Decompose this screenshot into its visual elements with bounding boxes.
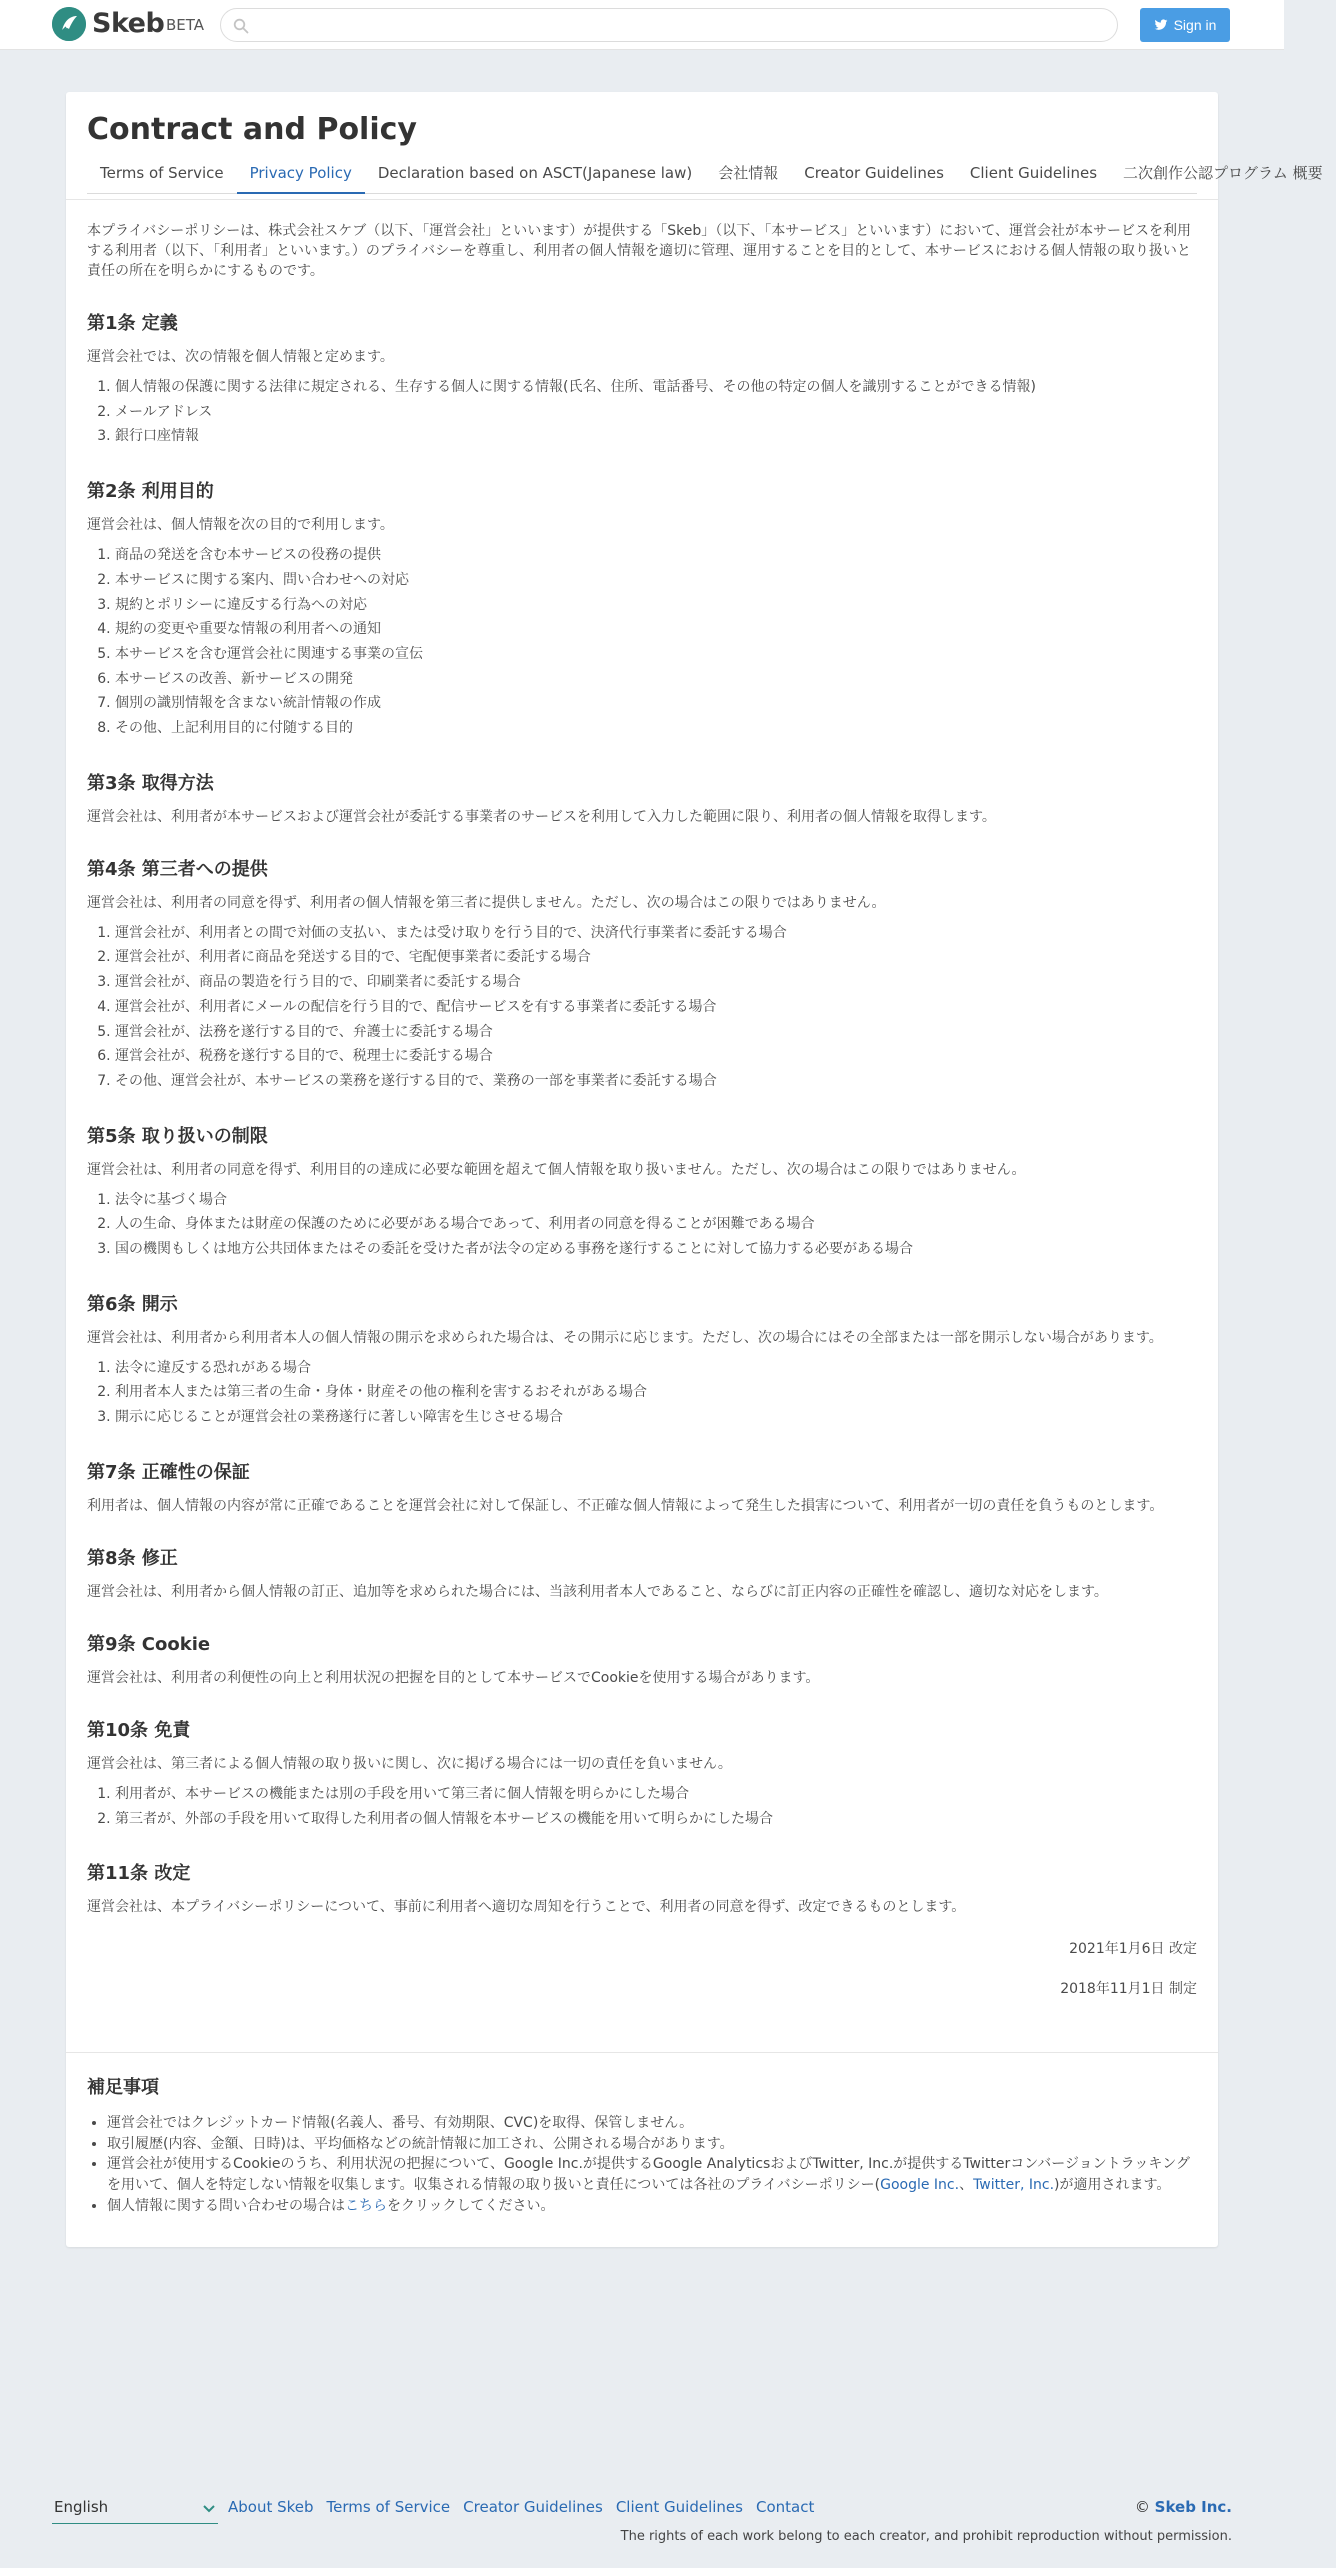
note-text: 個人情報に関する問い合わせの場合は (107, 2197, 345, 2214)
footer-links (228, 2498, 827, 2516)
language-value: English (54, 2498, 109, 2516)
section-heading: 第11条 改定 (87, 1863, 191, 1885)
section-list (87, 1188, 1197, 1262)
search-bar[interactable] (220, 8, 1118, 42)
note-item: • 運営会社ではクレジットカード情報(名義人、番号、有効期限、CVC)を取得、保管しません。 (107, 2113, 1197, 2134)
policy-tabs (87, 158, 1323, 194)
section-heading: 第1条 定義 (87, 313, 178, 334)
policy-dates (87, 1939, 1197, 1999)
policy-intro: 本プライバシーポリシーは、株式会社スケブ（以下、「運営会社」といいます）が提供する「Skeb」（以下、「本サービス」といいます）において、運営会社が本サービスを利用する利用者（以下、「利用者」といいます。）のプライバシーを尊重し、利用者の個人情報を適切に管理、運用することを目的として、本サービスにおける個人情報の取り扱いと責任の所在を明らかにするものです。 (87, 223, 1192, 279)
footer-link-terms[interactable]: Terms of Service (326, 2498, 451, 2516)
section-heading: 第8条 修正 (87, 1547, 178, 1569)
note-separator: 、 (959, 2177, 974, 2194)
page-title: Contract and Policy (87, 112, 417, 147)
tab-company-info[interactable]: 会社情報 (718, 164, 779, 182)
list-item: 1. 個人情報の保護に関する法律に規定される、生存する個人に関する情報(氏名、住所、電話番号、その他の特定の個人を識別することができる情報) (115, 375, 1197, 400)
list-item: 3. 運営会社が、商品の製造を行う目的で、印刷業者に委託する場合 (115, 970, 1197, 995)
top-header (0, 0, 1284, 50)
list-item: 1. 法令に違反する恐れがある場合 (115, 1356, 1197, 1381)
section-heading: 第9条 Cookie (87, 1633, 211, 1655)
list-item: 5. 本サービスを含む運営会社に関連する事業の宣伝 (115, 642, 1197, 667)
google-privacy-link[interactable]: Google Inc. (880, 2177, 960, 2194)
list-item: 1. 運営会社が、利用者との間で対価の支払い、または受け取りを行う目的で、決済代行事業者に委託する場合 (115, 921, 1197, 946)
list-item: 7. その他、運営会社が、本サービスの業務を遂行する目的で、業務の一部を事業者に委託する場合 (115, 1069, 1197, 1094)
copyright (1135, 2498, 1232, 2516)
section-heading: 第5条 取り扱いの制限 (87, 1125, 268, 1147)
section-text: 運営会社は、利用者の同意を得ず、利用者の個人情報を第三者に提供しません。ただし、次の場合はこの限りではありません。 (87, 894, 886, 911)
section-list (87, 921, 1197, 1094)
list-item: 2. 利用者本人または第三者の生命・身体・財産その他の権利を害するおそれがある場合 (115, 1380, 1197, 1405)
note-item (107, 2154, 1197, 2195)
list-item: 3. 開示に応じることが運営会社の業務遂行に著しい障害を生じさせる場合 (115, 1405, 1197, 1430)
tab-privacy-policy[interactable]: Privacy Policy (237, 158, 365, 194)
contact-here-link[interactable]: こちら (345, 2197, 387, 2214)
skeb-logo-icon[interactable] (52, 7, 86, 41)
list-item: 1. 商品の発送を含む本サービスの役務の提供 (115, 543, 1197, 568)
section-text: 運営会社では、次の情報を個人情報と定めます。 (87, 349, 394, 365)
note-item: • 取引履歴(内容、金額、日時)は、平均価格などの統計情報に加工され、公開される場合があります。 (107, 2134, 1197, 2155)
notes-list (87, 2113, 1197, 2217)
sign-in-button[interactable] (1140, 8, 1230, 42)
section-heading: 第3条 取得方法 (87, 772, 214, 794)
notes-heading: 補足事項 (87, 2077, 159, 2098)
footer-link-creator-guidelines[interactable]: Creator Guidelines (463, 2498, 603, 2516)
language-select[interactable] (52, 2494, 218, 2524)
beta-badge: BETA (166, 16, 205, 34)
section-list (87, 375, 1197, 449)
sign-in-label: Sign in (1173, 17, 1217, 33)
copyright-brand[interactable]: Skeb Inc. (1154, 2498, 1232, 2516)
twitter-icon (1154, 18, 1168, 32)
section-heading: 第7条 正確性の保証 (87, 1461, 250, 1483)
policy-card (66, 92, 1323, 2247)
section-text: 運営会社は、利用者の同意を得ず、利用目的の達成に必要な範囲を超えて個人情報を取り扱いません。ただし、次の場合はこの限りではありません。 (87, 1161, 1026, 1178)
tab-creator-guidelines[interactable]: Creator Guidelines (804, 164, 944, 182)
section-text: 運営会社は、利用者から個人情報の訂正、追加等を求められた場合には、当該利用者本人であること、ならびに訂正内容の正確性を確認し、適切な対応をします。 (87, 1583, 1108, 1600)
list-item: 8. その他、上記利用目的に付随する目的 (115, 716, 1197, 741)
section-text: 利用者は、個人情報の内容が常に正確であることを運営会社に対して保証し、不正確な個人情報によって発生した損害について、利用者が一切の責任を負うものとします。 (87, 1497, 1164, 1514)
note-item (107, 2196, 1197, 2217)
copyright-symbol: © (1134, 2498, 1150, 2516)
section-text: 運営会社は、利用者が本サービスおよび運営会社が委託する事業者のサービスを利用して入力した範囲に限り、利用者の個人情報を取得します。 (87, 808, 996, 825)
list-item: 3. 銀行口座情報 (115, 424, 1197, 449)
section-text: 運営会社は、利用者から利用者本人の個人情報の開示を求められた場合は、その開示に応じます。ただし、次の場合にはその全部または一部を開示しない場合があります。 (87, 1329, 1163, 1346)
footer-link-client-guidelines[interactable]: Client Guidelines (615, 2498, 743, 2516)
list-item: 2. メールアドレス (115, 400, 1197, 425)
list-item: 3. 国の機関もしくは地方公共団体またはその委託を受けた者が法令の定める事務を遂行することに対して協力する必要がある場合 (115, 1237, 1197, 1262)
list-item: 6. 運営会社が、税務を遂行する目的で、税理士に委託する場合 (115, 1044, 1197, 1069)
list-item: 2. 本サービスに関する案内、問い合わせへの対応 (115, 568, 1197, 593)
note-text: をクリックしてください。 (387, 2197, 555, 2214)
section-text: 運営会社は、第三者による個人情報の取り扱いに関し、次に掲げる場合には一切の責任を負いません。 (87, 1755, 732, 1772)
list-item: 7. 個別の識別情報を含まない統計情報の作成 (115, 691, 1197, 716)
list-item: 2. 人の生命、身体または財産の保護のために必要がある場合であって、利用者の同意を得ることが困難である場合 (115, 1212, 1197, 1237)
policy-sections (87, 311, 1197, 1917)
list-item: 4. 運営会社が、利用者にメールの配信を行う目的で、配信サービスを有する事業者に委託する場合 (115, 995, 1197, 1020)
section-text: 運営会社は、個人情報を次の目的で利用します。 (87, 517, 394, 534)
list-item: 4. 規約の変更や重要な情報の利用者への通知 (115, 617, 1197, 642)
tab-derivative-program[interactable]: 二次創作公認プログラム 概要 (1123, 164, 1323, 182)
rights-notice: The rights of each work belong to each creator, and prohibit reproduction without permission. (620, 2529, 1232, 2544)
note-text: 運営会社が使用するCookieのうち、利用状況の把握について、Google Inc.が提供するGoogle AnalyticsおよびTwitter, Inc.が提供するTwitterコンバージョントラッキングを用いて、個人を特定しない情報を収集します。収集される情報の取り扱いと責任については各社のプライバシーポリシー( (107, 2156, 1190, 2194)
section-list (87, 1356, 1197, 1430)
footer-link-about[interactable]: About Skeb (228, 2498, 314, 2516)
logo-text[interactable]: Skeb (92, 8, 165, 39)
tabs-divider (66, 199, 1218, 200)
tab-asct-declaration[interactable]: Declaration based on ASCT(Japanese law) (377, 164, 693, 182)
list-item: 1. 利用者が、本サービスの機能または別の手段を用いて第三者に個人情報を明らかにした場合 (115, 1782, 1197, 1807)
list-item: 3. 規約とポリシーに違反する行為への対応 (115, 593, 1197, 618)
list-item: 6. 本サービスの改善、新サービスの開発 (115, 667, 1197, 692)
search-input[interactable] (257, 11, 1107, 39)
chevron-down-icon (202, 2502, 216, 2516)
established-date: 2018年11月1日 制定 (1060, 1981, 1197, 1998)
tab-client-guidelines[interactable]: Client Guidelines (969, 164, 1098, 182)
section-heading: 第10条 免責 (87, 1719, 191, 1741)
notes-divider (66, 2052, 1218, 2053)
list-item: 2. 運営会社が、利用者に商品を発送する目的で、宅配便事業者に委託する場合 (115, 945, 1197, 970)
section-text: 運営会社は、利用者の利便性の向上と利用状況の把握を目的として本サービスでCookieを使用する場合があります。 (87, 1669, 820, 1686)
tab-terms-of-service[interactable]: Terms of Service (100, 164, 224, 182)
footer-link-contact[interactable]: Contact (755, 2498, 815, 2516)
section-list (87, 543, 1197, 741)
section-heading: 第4条 第三者への提供 (87, 858, 268, 880)
section-text: 運営会社は、本プライバシーポリシーについて、事前に利用者へ適切な周知を行うことで、利用者の同意を得ず、改定できるものとします。 (87, 1899, 966, 1916)
list-item: 5. 運営会社が、法務を遂行する目的で、弁護士に委託する場合 (115, 1020, 1197, 1045)
revised-date: 2021年1月6日 改定 (1069, 1941, 1197, 1958)
section-list (87, 1782, 1197, 1831)
note-text: )が適用されます。 (1054, 2177, 1171, 2194)
section-heading: 第2条 利用目的 (87, 481, 214, 503)
list-item: 1. 法令に基づく場合 (115, 1188, 1197, 1213)
supplementary-notes (87, 2075, 1197, 2217)
list-item: 2. 第三者が、外部の手段を用いて取得した利用者の個人情報を本サービスの機能を用いて明らかにした場合 (115, 1807, 1197, 1832)
section-heading: 第6条 開示 (87, 1293, 178, 1315)
search-icon (233, 18, 249, 34)
twitter-privacy-link[interactable]: Twitter, Inc. (973, 2177, 1055, 2194)
policy-content (87, 221, 1197, 1999)
